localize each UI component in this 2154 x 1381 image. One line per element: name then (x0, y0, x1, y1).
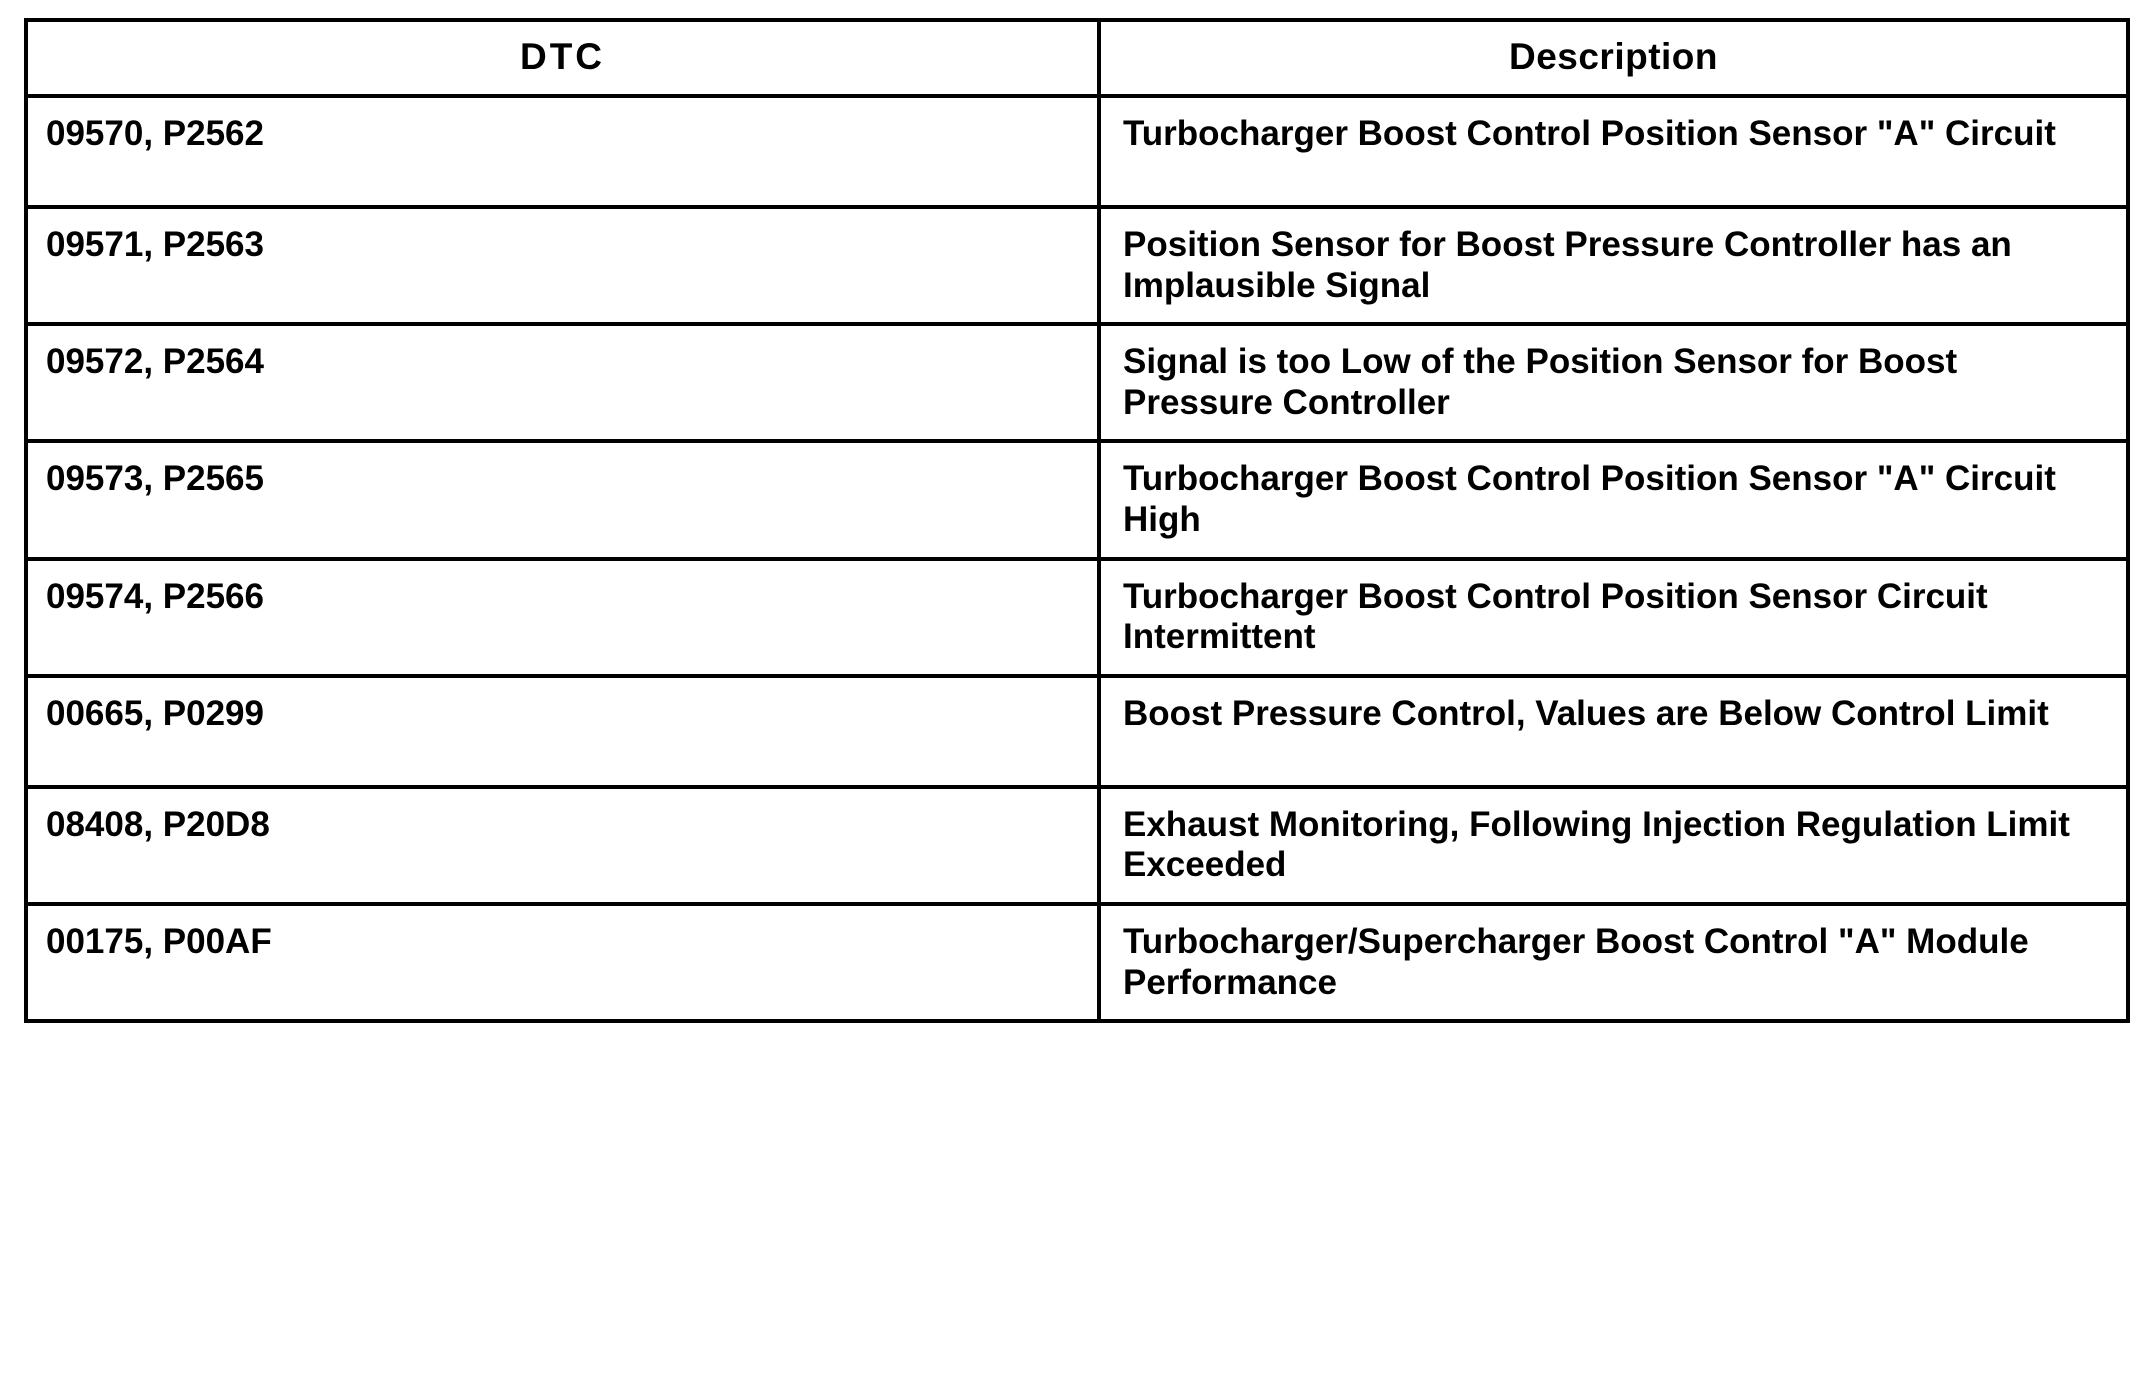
table-header-row (26, 20, 2128, 96)
cell-dtc: 09572, P2564 (26, 324, 1099, 441)
cell-description: Turbocharger Boost Control Position Sensor "A" Circuit High (1099, 441, 2128, 558)
cell-description: Turbocharger Boost Control Position Sensor "A" Circuit (1099, 96, 2128, 207)
table-row (26, 441, 2128, 558)
cell-description: Position Sensor for Boost Pressure Controller has an Implausible Signal (1099, 207, 2128, 324)
cell-description: Turbocharger/Supercharger Boost Control "A" Module Performance (1099, 904, 2128, 1021)
cell-description: Exhaust Monitoring, Following Injection Regulation Limit Exceeded (1099, 787, 2128, 904)
cell-description: Signal is too Low of the Position Sensor for Boost Pressure Controller (1099, 324, 2128, 441)
column-header-dtc: DTC (26, 20, 1099, 96)
cell-dtc: 00665, P0299 (26, 676, 1099, 787)
cell-dtc: 09571, P2563 (26, 207, 1099, 324)
table-row (26, 96, 2128, 207)
cell-dtc: 00175, P00AF (26, 904, 1099, 1021)
cell-description: Turbocharger Boost Control Position Sensor Circuit Intermittent (1099, 559, 2128, 676)
cell-dtc: 09570, P2562 (26, 96, 1099, 207)
column-header-description: Description (1099, 20, 2128, 96)
cell-dtc: 09573, P2565 (26, 441, 1099, 558)
cell-dtc: 09574, P2566 (26, 559, 1099, 676)
table-row (26, 787, 2128, 904)
table-body (26, 96, 2128, 1021)
table-row (26, 207, 2128, 324)
table-header (26, 20, 2128, 96)
table-row (26, 324, 2128, 441)
dtc-table (24, 18, 2130, 1023)
cell-dtc: 08408, P20D8 (26, 787, 1099, 904)
cell-description: Boost Pressure Control, Values are Below Control Limit (1099, 676, 2128, 787)
table-row (26, 676, 2128, 787)
table-row (26, 559, 2128, 676)
table-row (26, 904, 2128, 1021)
